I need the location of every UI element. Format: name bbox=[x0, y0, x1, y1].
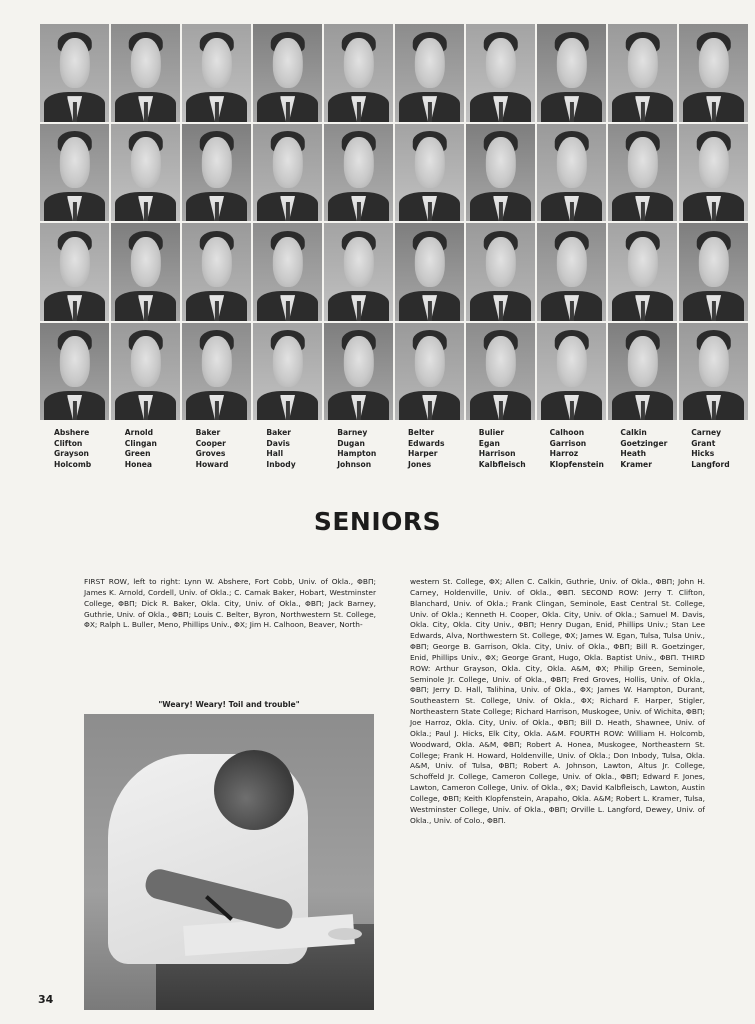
portrait-head bbox=[272, 137, 302, 188]
name-column bbox=[606, 428, 677, 470]
portrait-head bbox=[627, 336, 657, 387]
student-name: Bulier bbox=[478, 428, 505, 437]
portrait-head bbox=[343, 336, 373, 387]
portrait-photo bbox=[324, 323, 393, 421]
student-name: Belter bbox=[408, 428, 435, 437]
portrait-photo bbox=[111, 24, 180, 122]
student-name: Harper bbox=[408, 449, 438, 458]
portrait-tie bbox=[498, 202, 502, 222]
portrait-photo bbox=[679, 323, 748, 421]
portrait-photo bbox=[182, 223, 251, 321]
portrait-head bbox=[59, 336, 89, 387]
portrait-head bbox=[272, 237, 302, 288]
student-name: Groves bbox=[195, 449, 226, 458]
portrait-photo bbox=[395, 223, 464, 321]
portrait-photo bbox=[111, 223, 180, 321]
student-name: Egan bbox=[478, 438, 500, 448]
portrait-photo bbox=[324, 223, 393, 321]
portrait-photo bbox=[253, 24, 322, 122]
portrait-tie bbox=[640, 301, 644, 321]
portrait-tie bbox=[711, 102, 715, 122]
portrait-photo bbox=[466, 223, 535, 321]
portrait-photo bbox=[324, 124, 393, 222]
portrait-photo bbox=[395, 323, 464, 421]
student-name: Green bbox=[124, 449, 151, 458]
portrait-head bbox=[272, 38, 302, 89]
portrait-photo bbox=[608, 124, 677, 222]
portrait-head bbox=[556, 38, 586, 89]
portrait-tie bbox=[640, 401, 644, 421]
name-column bbox=[465, 428, 536, 470]
portrait-photo bbox=[40, 124, 109, 222]
portrait-photo bbox=[182, 24, 251, 122]
portrait-head bbox=[201, 336, 231, 387]
portrait-tie bbox=[285, 301, 289, 321]
student-name: Baker bbox=[266, 428, 292, 437]
portrait-photo bbox=[395, 124, 464, 222]
student-name: Holcomb bbox=[54, 459, 92, 469]
student-name: Howard bbox=[195, 459, 229, 469]
student-name: Hall bbox=[266, 449, 284, 458]
student-name: Johnson bbox=[337, 459, 372, 469]
portrait-tie bbox=[285, 401, 289, 421]
portrait-tie bbox=[214, 301, 218, 321]
portrait-tie bbox=[143, 401, 147, 421]
portrait-tie bbox=[498, 301, 502, 321]
portrait-photo bbox=[466, 323, 535, 421]
student-name: Klopfenstein bbox=[549, 459, 604, 469]
student-name: Jones bbox=[408, 459, 432, 469]
portrait-photo bbox=[395, 24, 464, 122]
portrait-head bbox=[201, 38, 231, 89]
portrait-tie bbox=[711, 202, 715, 222]
portrait-tie bbox=[498, 401, 502, 421]
portrait-tie bbox=[427, 202, 431, 222]
portrait-photo bbox=[253, 323, 322, 421]
student-name: Langford bbox=[691, 459, 730, 469]
name-column bbox=[677, 428, 748, 470]
student-name: Calhoon bbox=[549, 428, 585, 437]
man-head bbox=[214, 750, 294, 830]
portrait-photo bbox=[537, 24, 606, 122]
portrait-tie bbox=[214, 102, 218, 122]
portrait-photo bbox=[111, 323, 180, 421]
name-column bbox=[323, 428, 394, 470]
portrait-head bbox=[556, 137, 586, 188]
portrait-head bbox=[414, 336, 444, 387]
portrait-head bbox=[485, 137, 515, 188]
name-column bbox=[394, 428, 465, 470]
portrait-tie bbox=[72, 202, 76, 222]
portrait-tie bbox=[569, 401, 573, 421]
student-name: Carney bbox=[691, 428, 722, 437]
portrait-head bbox=[485, 336, 515, 387]
portrait-head bbox=[201, 237, 231, 288]
portrait-tie bbox=[640, 202, 644, 222]
portrait-head bbox=[272, 336, 302, 387]
portrait-head bbox=[59, 137, 89, 188]
portrait-head bbox=[414, 237, 444, 288]
portrait-tie bbox=[143, 102, 147, 122]
portrait-tie bbox=[498, 102, 502, 122]
portrait-tie bbox=[569, 301, 573, 321]
portrait-tie bbox=[356, 301, 360, 321]
page-number: 34 bbox=[38, 993, 54, 1006]
portrait-head bbox=[627, 137, 657, 188]
portrait-head bbox=[698, 137, 728, 188]
portrait-head bbox=[485, 38, 515, 89]
page-title: SENIORS bbox=[313, 507, 442, 536]
portrait-photo bbox=[182, 323, 251, 421]
portrait-head bbox=[130, 237, 160, 288]
portrait-photo bbox=[466, 124, 535, 222]
student-name: Honea bbox=[124, 459, 153, 469]
portrait-tie bbox=[214, 401, 218, 421]
student-name: Inbody bbox=[266, 459, 296, 469]
portrait-photo bbox=[111, 124, 180, 222]
student-name: Calkin bbox=[620, 428, 647, 437]
ashtray bbox=[328, 928, 362, 940]
portrait-head bbox=[698, 336, 728, 387]
portrait-tie bbox=[711, 301, 715, 321]
portrait-photo bbox=[608, 323, 677, 421]
student-name: Garrison bbox=[549, 438, 587, 448]
portrait-tie bbox=[427, 301, 431, 321]
student-name: Hicks bbox=[691, 449, 715, 458]
student-name: Goetzinger bbox=[620, 438, 668, 448]
student-name: Edwards bbox=[408, 438, 445, 448]
portrait-head bbox=[414, 38, 444, 89]
portrait-tie bbox=[285, 202, 289, 222]
candid-photo bbox=[84, 714, 374, 1010]
portrait-tie bbox=[285, 102, 289, 122]
portrait-head bbox=[130, 137, 160, 188]
portrait-tie bbox=[640, 102, 644, 122]
student-name: Harrison bbox=[478, 449, 516, 458]
student-name: Abshere bbox=[54, 428, 90, 437]
student-name: Cooper bbox=[195, 438, 226, 448]
portrait-head bbox=[556, 336, 586, 387]
portrait-photo bbox=[40, 223, 109, 321]
name-column bbox=[182, 428, 253, 470]
portrait-tie bbox=[72, 102, 76, 122]
portrait-photo bbox=[679, 124, 748, 222]
portrait-head bbox=[343, 237, 373, 288]
caption-text-right: western St. College, ΦX; Allen C. Calkin, Guthrie, Univ. of Okla., ΦBΠ; John H. Carney, Holdenville, Univ. of Okla., ΦBΠ. SECOND ROW: Jerry T. Clifton, Blanchard, Univ. of Okla.; Frank Clingan, Seminole, East Central St. College, Univ. of Okla.; Kenneth H. Cooper, Okla. City, Univ. of Okla.; Samuel M. Davis, Okla. City, Okla. City Univ., ΦBΠ; Henry Dugan, Enid, Phillips Univ.; Stan Lee Edwards, Alva, Northwestern St. College, ΦX; James W. Egan, Tulsa, Tulsa Univ., ΦBΠ; George B. Garrison, Okla. City, Univ. of Okla., ΦBΠ; Bill R. Goetzinger, Enid, Phillips Univ., ΦX; George Grant, Hugo, Okla. Baptist Univ., ΦBΠ. THIRD ROW: Arthur Grayson, Okla. City, Okla. A&M, ΦX; Philip Green, Seminole, Seminole Jr. College, Univ. of Okla., ΦBΠ; Fred Groves, Hollis, Univ. of Okla., ΦBΠ; Jerry D. Hall, Talihina, Univ. of Okla., ΦX; James W. Hampton, Durant, Southeastern St. College, Univ. of Okla., ΦX; Richard F. Harper, Stigler, Northeastern State College; Richard Harrison, Muskogee, Univ. of Wichita, ΦBΠ; Joe Harroz, Okla. City, Univ. of Okla., ΦBΠ; Bill D. Heath, Shawnee, Univ. of Okla.; Paul J. Hicks, Elk City, Okla. A&M. FOURTH ROW: William H. Holcomb, Woodward, Okla. A&M, ΦBΠ; Robert A. Honea, Muskogee, Northeastern St. College; Frank H. Howard, Holdenville, Univ. of Okla.; Don Inbody, Tulsa, Okla. A&M, Univ. of Tulsa, ΦBΠ; Robert A. Johnson, Lawton, Altus Jr. College, Schoffeld Jr. College, Cameron College, Univ. of Okla., ΦBΠ; Edward F. Jones, Lawton, Cameron College, Univ. of Okla., ΦX; David Kalbfleisch, Lawton, Austin College, ΦBΠ; Keith Klopfenstein, Arapaho, Okla. A&M; Robert L. Kramer, Tulsa, Westminster College, Univ. of Okla., ΦBΠ; Orville L. Langford, Dewey, Univ. of Okla., Univ. of Colo., ΦBΠ. bbox=[410, 577, 705, 825]
portrait-head bbox=[627, 237, 657, 288]
student-name: Clingan bbox=[124, 438, 157, 448]
portrait-photo bbox=[40, 24, 109, 122]
portrait-tie bbox=[427, 401, 431, 421]
portrait-head bbox=[556, 237, 586, 288]
portrait-head bbox=[485, 237, 515, 288]
portrait-name-columns bbox=[40, 428, 748, 470]
portrait-head bbox=[414, 137, 444, 188]
portrait-head bbox=[698, 38, 728, 89]
caption-text-left: FIRST ROW, left to right: Lynn W. Abshere, Fort Cobb, Univ. of Okla., ΦBΠ; James K. Arnold, Cordell, Univ. of Okla.; C. Camak Baker, Hobart, Westminster College, ΦBΠ; Dick R. Baker, Okla. City, Univ. of Okla., ΦBΠ; Jack Barney, Guthrie, Univ. of Okla., ΦBΠ; Louis C. Belter, Byron, Northwestern St. College, ΦX; Ralph L. Buller, Meno, Phillips Univ., ΦX; Jim H. Calhoon, Beaver, North- bbox=[84, 577, 376, 630]
portrait-photo bbox=[537, 223, 606, 321]
portrait-photo bbox=[537, 323, 606, 421]
portrait-photo bbox=[40, 323, 109, 421]
senior-portrait-grid bbox=[40, 24, 748, 420]
name-column bbox=[252, 428, 323, 470]
portrait-head bbox=[201, 137, 231, 188]
portrait-photo bbox=[324, 24, 393, 122]
portrait-photo bbox=[608, 223, 677, 321]
portrait-tie bbox=[356, 102, 360, 122]
portrait-head bbox=[343, 38, 373, 89]
portrait-tie bbox=[427, 102, 431, 122]
portrait-tie bbox=[72, 401, 76, 421]
portrait-tie bbox=[72, 301, 76, 321]
portrait-tie bbox=[711, 401, 715, 421]
student-name: Barney bbox=[337, 428, 368, 437]
portrait-tie bbox=[569, 102, 573, 122]
candid-photo-caption: "Weary! Weary! Toil and trouble" bbox=[158, 700, 300, 709]
student-name: Dugan bbox=[337, 438, 365, 448]
student-name: Clifton bbox=[54, 438, 83, 448]
portrait-photo bbox=[537, 124, 606, 222]
portrait-head bbox=[130, 38, 160, 89]
portrait-photo bbox=[253, 223, 322, 321]
student-name: Baker bbox=[195, 428, 221, 437]
portrait-tie bbox=[356, 202, 360, 222]
portrait-photo bbox=[182, 124, 251, 222]
portrait-head bbox=[130, 336, 160, 387]
portrait-photo bbox=[679, 223, 748, 321]
name-column bbox=[40, 428, 111, 470]
student-name: Kramer bbox=[620, 459, 652, 469]
student-name: Davis bbox=[266, 438, 290, 448]
portrait-tie bbox=[143, 202, 147, 222]
portrait-tie bbox=[569, 202, 573, 222]
portrait-tie bbox=[143, 301, 147, 321]
portrait-photo bbox=[253, 124, 322, 222]
name-column bbox=[111, 428, 182, 470]
portrait-photo bbox=[466, 24, 535, 122]
student-name: Grant bbox=[691, 438, 716, 448]
portrait-head bbox=[59, 38, 89, 89]
student-name: Grayson bbox=[54, 449, 89, 458]
student-name: Heath bbox=[620, 449, 647, 458]
portrait-head bbox=[698, 237, 728, 288]
portrait-head bbox=[59, 237, 89, 288]
portrait-photo bbox=[679, 24, 748, 122]
portrait-head bbox=[343, 137, 373, 188]
student-name: Kalbfleisch bbox=[478, 459, 526, 469]
portrait-tie bbox=[356, 401, 360, 421]
student-name: Hampton bbox=[337, 449, 377, 458]
portrait-head bbox=[627, 38, 657, 89]
name-column bbox=[536, 428, 607, 470]
student-name: Arnold bbox=[124, 428, 154, 437]
portrait-photo bbox=[608, 24, 677, 122]
portrait-tie bbox=[214, 202, 218, 222]
student-name: Harroz bbox=[549, 449, 579, 458]
